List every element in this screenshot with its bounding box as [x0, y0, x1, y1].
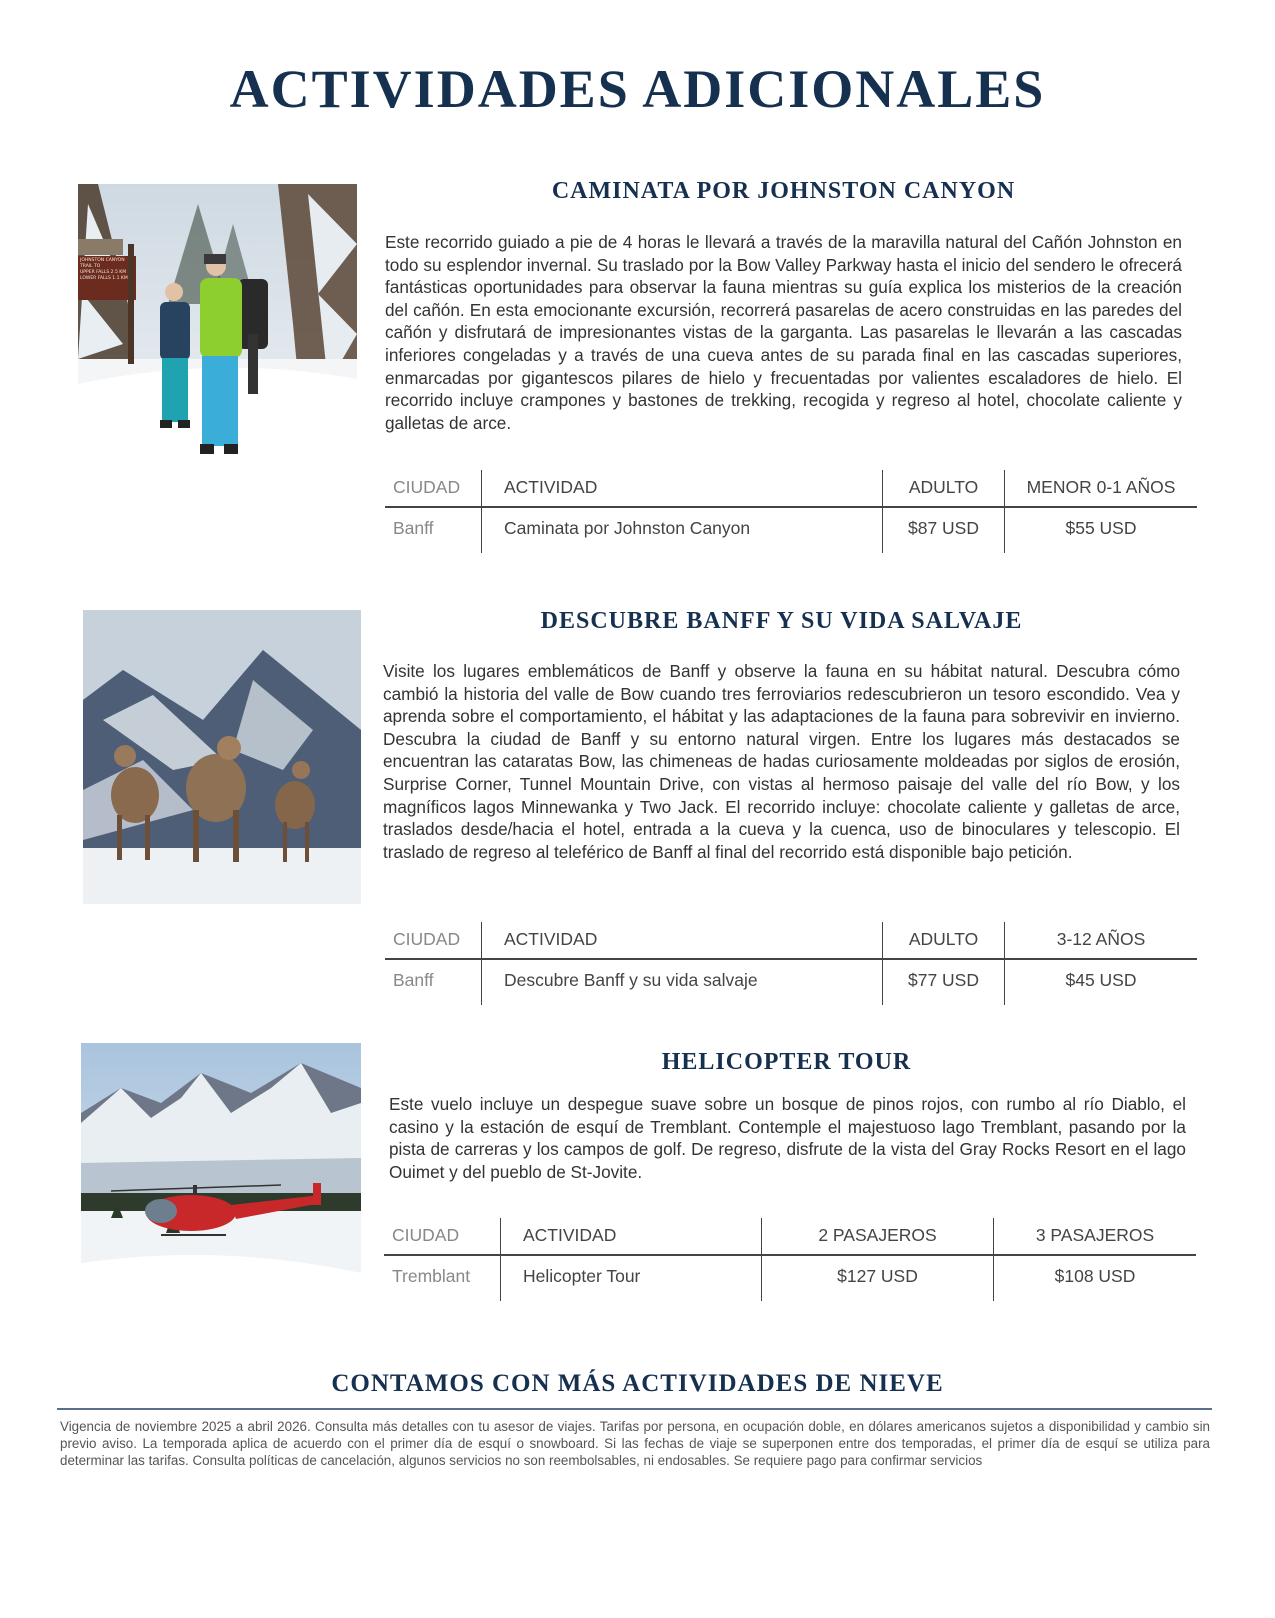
footer-divider — [57, 1408, 1212, 1410]
section-description-banff: Visite los lugares emblemáticos de Banff y observe la fauna en su hábitat natural. Descubra cómo cambió la historia del valle de Bow cuando tres ferroviarios redescubrieron un tesoro escondido. Vea y aprenda sobre el comportamiento, el hábitat y las adaptaciones de la fauna para sobrevivir en invierno. Descubra la ciudad de Banff y su entorno natural virgen. Entre los lugares más destacados se encuentran las cataratas Bow, las chimeneas de hadas curiosamente moldeadas por siglos de erosión, Surprise Corner, Tunnel Mountain Drive, con vistas al hermoso paisaje del valle del río Bow, y los magníficos lagos Minnewanka y Two Jack. El recorrido incluye: chocolate caliente y galletas de arce, traslados desde/hacia el hotel, entrada a la cueva y la cuenca, uso de binoculares y telescopio. El traslado de regreso al teleférico de Banff al final del recorrido está disponible bajo petición. — [383, 661, 1180, 862]
cell-ciudad: Banff — [393, 970, 434, 990]
cell-adulto-price: $77 USD — [883, 959, 1005, 1005]
sign-line: TRAIL TO — [80, 264, 101, 269]
cell-3-pasajeros-price: $108 USD — [994, 1255, 1197, 1301]
header-ciudad: CIUDAD — [384, 1218, 501, 1255]
cell-ciudad: Banff — [393, 518, 434, 538]
header-menor: MENOR 0-1 AÑOS — [1005, 470, 1198, 507]
cell-2-pasajeros-price: $127 USD — [762, 1255, 994, 1301]
price-table-banff — [385, 922, 1197, 1005]
sign-line: JOHNSTON CANYON — [80, 258, 125, 263]
cell-ninos-price: $45 USD — [1005, 959, 1198, 1005]
table-row — [384, 1255, 1196, 1301]
header-actividad: ACTIVIDAD — [501, 1218, 762, 1255]
section-title-johnston: CAMINATA POR JOHNSTON CANYON — [551, 178, 1016, 204]
page-title: ACTIVIDADES ADICIONALES — [229, 59, 1046, 119]
section-description-helicopter: Este vuelo incluye un despegue suave sobre un bosque de pinos rojos, con rumbo al río Diablo, el casino y la estación de esquí de Tremblant. Contemple el majestuoso lago Tremblant, pasando por la pista de carreras y los campos de golf. De regreso, disfrute de la vista del Gray Rocks Resort en el lago Ouimet y del pueblo de St-Jovite. — [389, 1094, 1186, 1182]
header-3-pasajeros: 3 PASAJEROS — [994, 1218, 1197, 1255]
cell-actividad: Helicopter Tour — [501, 1255, 762, 1301]
section-description-johnston: Este recorrido guiado a pie de 4 horas le llevará a través de la maravilla natural del Cañón Johnston en todo su esplendor invernal. Su traslado por la Bow Valley Parkway hasta el inicio del sendero le ofrecerá fantásticas oportunidades para observar la fauna mientras su guía explica los misterios de la creación del cañón. En esta emocionante excursión, recorrerá pasarelas de acero construidas en las paredes del cañón y disfrutará de impresionantes vistas de la garganta. Las pasarelas le llevarán a las cascadas inferiores congeladas y a través de una cueva antes de su parada final en las cascadas superiores, enmarcadas por gigantescos pilares de hielo y frecuentadas por valientes escaladores de hielo. El recorrido incluye crampones y bastones de trekking, recogida y regreso al hotel, chocolate caliente y galletas de arce. — [385, 232, 1182, 433]
photo-bighorn-sheep — [83, 610, 361, 904]
cell-actividad: Caminata por Johnston Canyon — [482, 507, 883, 553]
sign-line: LOWER FALLS 1.1 KM — [80, 276, 128, 281]
header-ninos: 3-12 AÑOS — [1005, 922, 1198, 959]
section-title-banff: DESCUBRE BANFF Y SU VIDA SALVAJE — [540, 608, 1023, 634]
price-table-johnston — [385, 470, 1197, 553]
table-row — [385, 507, 1197, 553]
header-actividad: ACTIVIDAD — [482, 922, 883, 959]
section-title-helicopter: HELICOPTER TOUR — [661, 1049, 912, 1075]
header-2-pasajeros: 2 PASAJEROS — [762, 1218, 994, 1255]
more-activities-heading: CONTAMOS CON MÁS ACTIVIDADES DE NIEVE — [331, 1370, 944, 1397]
footnote: Vigencia de noviembre 2025 a abril 2026. Consulta más detalles con tu asesor de viajes. Tarifas por persona, en ocupación doble, en dólares americanos sujetos a disponibilidad y cambio sin previo aviso. La temporada aplica de acuerdo con el primer día de esquí o snowboard. Si las fechas de viaje se superponen entre dos temporadas, el primer día de esquí se utiliza para determinar las tarifas. Consulta políticas de cancelación, algunos servicios no son reembolsables, ni endosables. Se requiere pago para confirmar servicios — [60, 1419, 1210, 1468]
photo-helicopter-mountains — [81, 1043, 361, 1337]
cell-actividad: Descubre Banff y su vida salvaje — [482, 959, 883, 1005]
price-table-helicopter — [384, 1218, 1196, 1301]
photo-johnston-canyon-hikers — [78, 184, 357, 478]
trail-sign — [80, 258, 134, 282]
cell-ciudad: Tremblant — [392, 1266, 471, 1286]
header-adulto: ADULTO — [883, 922, 1005, 959]
table-row — [385, 959, 1197, 1005]
cell-adulto-price: $87 USD — [883, 507, 1005, 553]
header-actividad: ACTIVIDAD — [482, 470, 883, 507]
cell-menor-price: $55 USD — [1005, 507, 1198, 553]
header-ciudad: CIUDAD — [385, 470, 482, 507]
sign-line: UPPER FALLS 2.5 KM — [80, 270, 127, 275]
header-adulto: ADULTO — [883, 470, 1005, 507]
header-ciudad: CIUDAD — [385, 922, 482, 959]
